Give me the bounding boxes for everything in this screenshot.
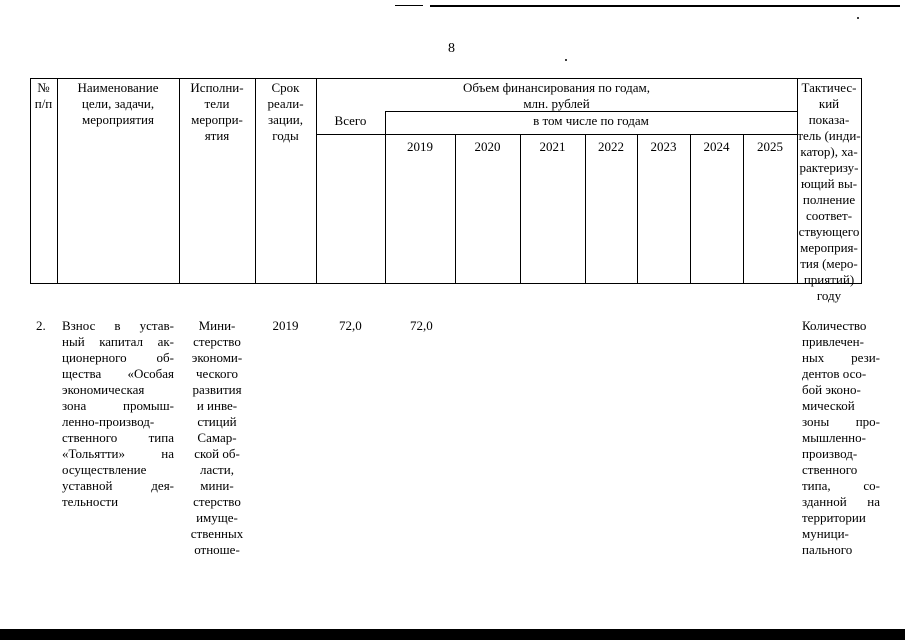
top-border-line (430, 5, 900, 7)
scan-speck (857, 17, 859, 19)
row-name: Взнос в устав- ный капитал ак- ционерного об- щества «Особая экономическая зона промыш- ленно-производ- ственного типа «Тольятти» на осуществление уставной дея- тельности (62, 318, 174, 509)
row-2019: 72,0 (410, 318, 433, 333)
header-by-years: в том числе по годам (533, 113, 649, 128)
header-year-2021: 2021 (539, 139, 566, 154)
header-name: Наименование цели, задачи, мероприятия (77, 80, 159, 127)
bottom-border-bar (0, 629, 905, 640)
header-financing: Объем финансирования по годам, млн. рублей (462, 80, 651, 111)
row-indicator: Количество привлечен- ных рези- дентов осо- бой эконо- мической зоны про- мышленно- производ- ственного типа, со- зданной на территории муници- пального (802, 318, 880, 557)
header-indicator: Тактичес- кий показа- тель (инди- катор), ха- рактеризу- ющий вы- полнение соответ- ствующего мероприя- тия (меро- приятий) году (797, 80, 861, 303)
row-total: 72,0 (339, 318, 362, 333)
scan-speck (565, 59, 567, 61)
row-executors: Мини- стерство экономи- ческого развития и инве- стиций Самар- ской об- ласти, мини- стерство имуще- ственных отноше- (190, 318, 244, 557)
header-term: Срок реали- зации, годы (267, 80, 304, 143)
header-year-2025: 2025 (757, 139, 783, 154)
header-total: Всего (334, 113, 367, 128)
header-executors: Исполни- тели меропри- ятия (190, 80, 244, 143)
header-year-2020: 2020 (474, 139, 501, 154)
header-year-2024: 2024 (703, 139, 730, 154)
header-num: № п/п (34, 80, 53, 111)
header-year-2023: 2023 (650, 139, 677, 154)
header-year-2019: 2019 (407, 139, 433, 154)
header-year-2022: 2022 (598, 139, 624, 154)
top-border-dash (395, 5, 423, 6)
page-number: 8 (448, 41, 455, 56)
row-num: 2. (36, 318, 46, 333)
row-term: 2019 (272, 318, 299, 333)
